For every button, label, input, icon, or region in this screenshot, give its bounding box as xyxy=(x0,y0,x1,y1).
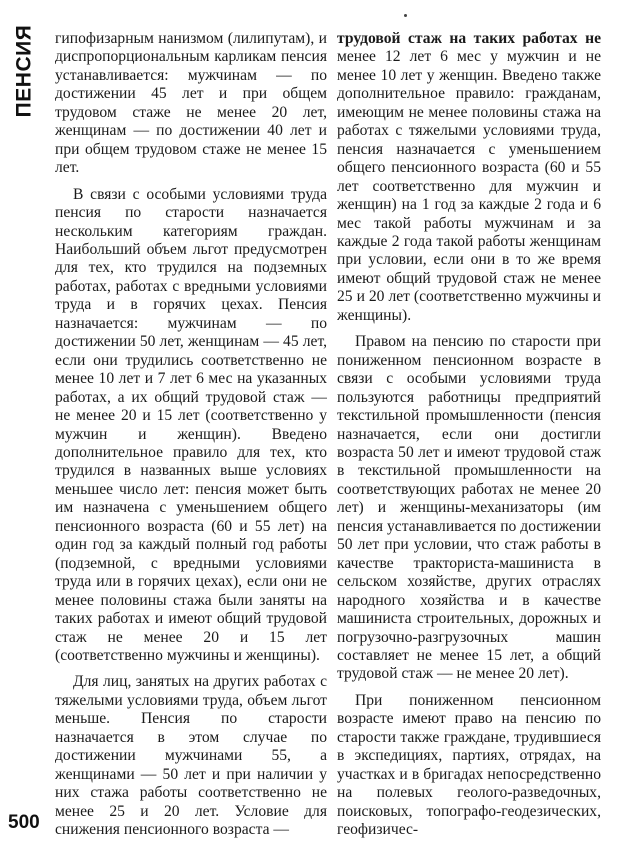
right-paragraph-3: При пониженном пенсионном возрасте имеют право на пенсию по старости также граждане, трудившиеся в экспедициях, партиях, отрядах, на участках и в бригадах непосредственно на полевых геолого-разведочных, поисковых, топографо-геодезических, геофизичес- xyxy=(337,691,601,839)
left-paragraph-2: В связи с особыми условиями труда пенсия по старости назначается нескольким категориям граждан. Наибольший объем льгот предусмотрен для тех, кто трудился на подземных работах, работах с вредными условиями труда и в горячих цехах. Пенсия назначается: мужчинам — по достижении 50 лет, женщинам — 45 лет, если они трудились соответственно не менее 10 лет и 7 лет 6 мес на указанных работах, а их общий трудовой стаж — не менее 20 и 15 лет (соответственно у мужчин и женщин). Введено дополнительное правило для тех, кто трудился в названных выше условиях меньшее число лет: пенсия может быть им назначена с уменьшением общего пенсионного возраста (60 и 55 лет) на один год за каждый полный год работы (подземной, с вредными условиями труда или в горячих цехах), если они не менее половины стажа были заняты на таких работах и имеют общий трудовой стаж не менее 20 и 15 лет (соответственно мужчины и женщины). xyxy=(55,185,327,664)
print-speck xyxy=(404,14,407,17)
right-paragraph-2: Правом на пенсию по старости при пониженном пенсионном возрасте в связи с особыми условиями труда пользуются работницы предприятий текстильной промышленности (пенсия назначается, если они достигли возраста 50 лет и имеют трудовой стаж в текстильной промышленности на соответствующих работах не менее 20 лет) и женщины-механизаторы (им пенсия устанавливается по достижении 50 лет при условии, что стаж работы в качестве тракториста-машиниста в сельском хозяйстве, других отраслях народного хозяйства и в качестве машиниста строительных, дорожных и погрузочно-разгрузочных машин составляет не менее 15 лет, а общий трудовой стаж — не менее 20 лет). xyxy=(337,333,601,683)
running-head xyxy=(6,26,42,116)
running-head-text: ПЕНСИЯ xyxy=(12,24,35,118)
right-paragraph-1 xyxy=(337,30,601,325)
right-paragraph-1-rest: менее 12 лет 6 мес у мужчин и не менее 10 лет у женщин. Введено также дополнительное правило: гражданам, имеющим не менее половины стажа на работах с тяжелыми условиями труда, пенсия назначается с уменьшением общего пенсионного возраста (60 и 55 лет соответственно для мужчин и женщин) на 1 год за каждые 2 года и 6 мес такой работы мужчинам и за каждые 2 года такой работы женщинам при условии, если они в то же время имеют общий трудовой стаж не менее 25 и 20 лет (соответственно мужчины и женщины). xyxy=(337,48,601,324)
left-paragraph-3: Для лиц, занятых на других работах с тяжелыми условиями труда, объем льгот меньше. Пенсия по старости назначается в этом случае по достижении мужчинами 55, а женщинами — 50 лет и при наличии у них стажа работы соответственно не менее 25 и 20 лет. Условие для снижения пенсионного возраста — xyxy=(55,673,327,839)
right-paragraph-1-lead: трудовой стаж на таких работах не xyxy=(337,30,601,47)
left-paragraph-1: гипофизарным нанизмом (лилипутам), и диспропорциональным карликам пенсия устанавливается: мужчинам — по достижении 45 лет и при общем трудовом стаже не менее 20 лет, женщинам — по достижении 40 лет и при общем трудовом стаже не менее 15 лет. xyxy=(55,30,327,177)
right-column xyxy=(337,30,601,850)
left-column xyxy=(55,30,327,850)
page-number: 500 xyxy=(8,812,40,833)
